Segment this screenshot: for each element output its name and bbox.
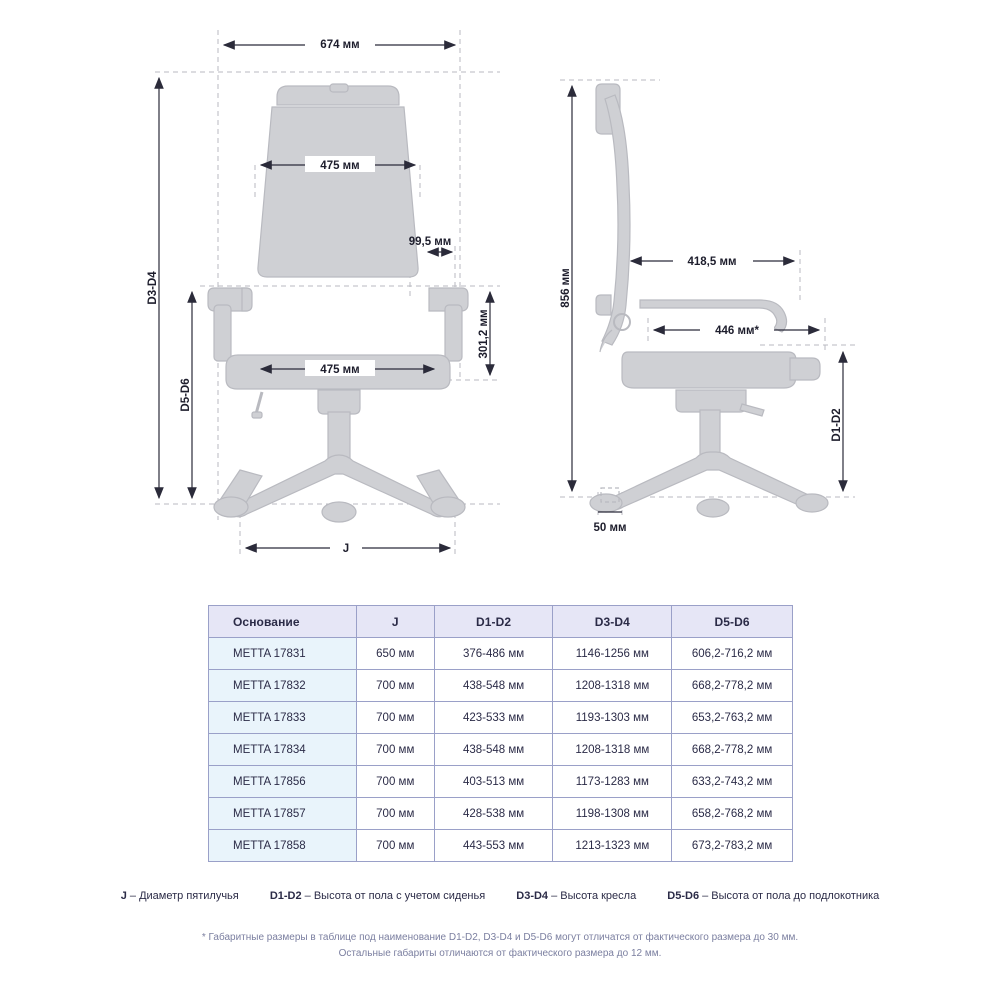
cell-base: METTA 17858	[209, 830, 357, 862]
cell-j: 650 мм	[356, 638, 434, 670]
table-row	[209, 734, 793, 766]
cell-d3-d4: 1213-1323 мм	[553, 830, 672, 862]
legend-text: – Высота кресла	[548, 890, 637, 902]
cell-d5-d6: 658,2-768,2 мм	[672, 798, 793, 830]
cell-j: 700 мм	[356, 670, 434, 702]
cell-d5-d6: 673,2-783,2 мм	[672, 830, 793, 862]
legend-key: D5-D6	[667, 890, 700, 902]
legend-text: – Высота от пола до подлокотника	[699, 890, 880, 902]
dim-back-depth: 418,5 мм	[687, 256, 737, 268]
legend-key: D1-D2	[269, 890, 302, 902]
cell-d1-d2: 403-513 мм	[434, 766, 553, 798]
cell-base: METTA 17832	[209, 670, 357, 702]
col-header-d5-d6: D5-D6	[672, 606, 793, 638]
footnote-line-1: * Габаритные размеры в таблице под наименование D1-D2, D3-D4 и D5-D6 могут отличатся от фактического размера до 30 мм.	[201, 932, 799, 943]
table-body	[209, 638, 793, 862]
cell-d3-d4: 1146-1256 мм	[553, 638, 672, 670]
table-row	[209, 638, 793, 670]
cell-base: METTA 17831	[209, 638, 357, 670]
table-row	[209, 830, 793, 862]
cell-d3-d4: 1208-1318 мм	[553, 670, 672, 702]
cell-d3-d4: 1208-1318 мм	[553, 734, 672, 766]
cell-d5-d6: 633,2-743,2 мм	[672, 766, 793, 798]
cell-d1-d2: 438-548 мм	[434, 734, 553, 766]
cell-d5-d6: 606,2-716,2 мм	[672, 638, 793, 670]
dim-overall-width: 674 мм	[320, 39, 360, 51]
legend	[0, 890, 1000, 902]
cell-j: 700 мм	[356, 798, 434, 830]
legend-item-j	[121, 890, 239, 902]
cell-d5-d6: 653,2-763,2 мм	[672, 702, 793, 734]
cell-d3-d4: 1173-1283 мм	[553, 766, 672, 798]
col-header-d1-d2: D1-D2	[434, 606, 553, 638]
table-row	[209, 766, 793, 798]
cell-base: METTA 17857	[209, 798, 357, 830]
dim-armrest-height: 301,2 мм	[478, 309, 490, 359]
col-header-j: J	[356, 606, 434, 638]
cell-j: 700 мм	[356, 702, 434, 734]
cell-d1-d2: 376-486 мм	[434, 638, 553, 670]
cell-d5-d6: 668,2-778,2 мм	[672, 734, 793, 766]
table-header-row	[209, 606, 793, 638]
cell-j: 700 мм	[356, 734, 434, 766]
dim-total-height: 856 мм	[560, 268, 572, 308]
label-d5-d6: D5-D6	[180, 378, 192, 412]
dim-seat-depth: 446 мм*	[715, 325, 759, 337]
legend-key: J	[120, 890, 127, 902]
cell-base: METTA 17834	[209, 734, 357, 766]
cell-base: METTA 17856	[209, 766, 357, 798]
specs-table-wrap	[208, 605, 793, 862]
col-header-base: Основание	[209, 606, 357, 638]
legend-item-d3-d4	[516, 890, 636, 902]
specs-table	[208, 605, 793, 862]
cell-j: 700 мм	[356, 830, 434, 862]
cell-d1-d2: 423-533 мм	[434, 702, 553, 734]
table-row	[209, 702, 793, 734]
col-header-d3-d4: D3-D4	[553, 606, 672, 638]
cell-d1-d2: 443-553 мм	[434, 830, 553, 862]
label-d3-d4: D3-D4	[147, 271, 159, 305]
legend-text: – Высота от пола с учетом сиденья	[301, 890, 486, 902]
cell-base: METTA 17833	[209, 702, 357, 734]
legend-text: – Диаметр пятилучья	[126, 890, 239, 902]
cell-j: 700 мм	[356, 766, 434, 798]
footnote-line-2: Остальные габариты отличаются от фактического размера до 12 мм.	[338, 947, 662, 959]
table-row	[209, 670, 793, 702]
dim-caster: 50 мм	[593, 522, 627, 534]
legend-key: D3-D4	[516, 890, 549, 902]
cell-d1-d2: 428-538 мм	[434, 798, 553, 830]
cell-d1-d2: 438-548 мм	[434, 670, 553, 702]
footnote	[0, 930, 1000, 961]
dim-back-width: 475 мм	[320, 160, 360, 172]
cell-d3-d4: 1198-1308 мм	[553, 798, 672, 830]
cell-d3-d4: 1193-1303 мм	[553, 702, 672, 734]
label-j: J	[342, 543, 350, 555]
legend-item-d5-d6	[667, 890, 879, 902]
legend-item-d1-d2	[270, 890, 485, 902]
dim-armrest-offset: 99,5 мм	[408, 236, 452, 248]
cell-d5-d6: 668,2-778,2 мм	[672, 670, 793, 702]
table-row	[209, 798, 793, 830]
chair-side-illustration	[590, 84, 828, 517]
chair-front-illustration	[208, 84, 468, 522]
dim-seat-width: 475 мм	[320, 364, 360, 376]
label-d1-d2: D1-D2	[831, 408, 843, 442]
